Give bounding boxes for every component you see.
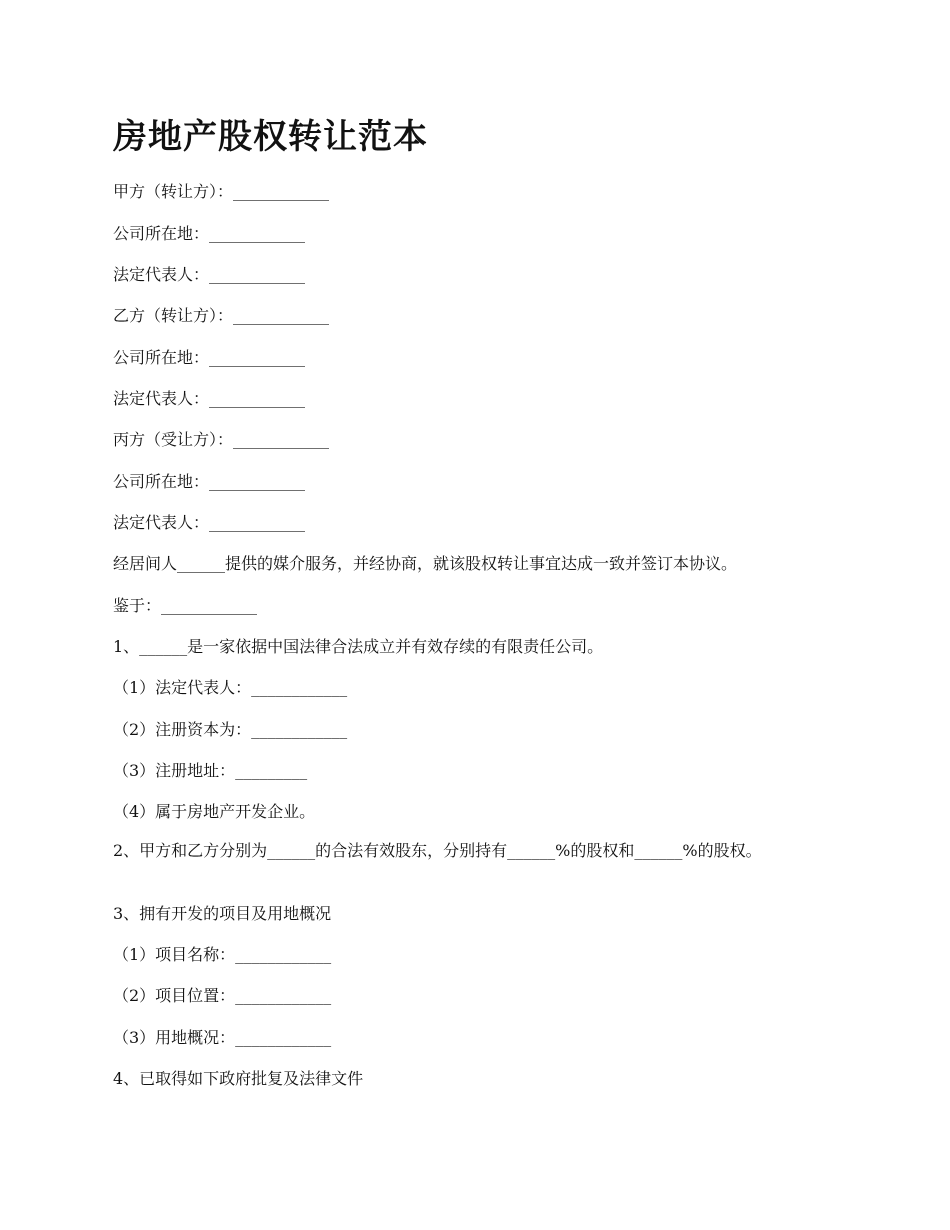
party-c-line: 丙方（受让方）：____________ <box>113 430 330 449</box>
document-title: 房地产股权转让范本 <box>113 117 428 157</box>
clause-3-item-3-line: （3）用地概况：____________ <box>113 1028 332 1047</box>
party-c-address-line: 公司所在地：____________ <box>113 472 306 491</box>
clause-1-item-3-line: （3）注册地址：_________ <box>113 761 308 780</box>
whereas-line: 鉴于：____________ <box>113 596 258 615</box>
party-b-representative-line: 法定代表人：____________ <box>113 389 306 408</box>
clause-1-line: 1、______是一家依据中国法律合法成立并有效存续的有限责任公司。 <box>113 637 604 656</box>
clause-1-item-1-line: （1）法定代表人：____________ <box>113 678 348 697</box>
clause-3-item-1-line: （1）项目名称：____________ <box>113 945 332 964</box>
party-a-line: 甲方（转让方）：____________ <box>113 182 330 201</box>
party-a-representative-line: 法定代表人：____________ <box>113 265 306 284</box>
intermediary-paragraph: 经居间人______提供的媒介服务，并经协商，就该股权转让事宜达成一致并签订本协议。 <box>113 554 738 573</box>
party-b-line: 乙方（转让方）：____________ <box>113 306 330 325</box>
party-a-address-line: 公司所在地：____________ <box>113 224 306 243</box>
clause-3-line: 3、拥有开发的项目及用地概况 <box>113 904 332 923</box>
party-c-representative-line: 法定代表人：____________ <box>113 513 306 532</box>
clause-4-line: 4、已取得如下政府批复及法律文件 <box>113 1069 364 1088</box>
clause-2-paragraph: 2、甲方和乙方分别为______的合法有效股东，分别持有______%的股权和______%的股权。 <box>113 841 762 860</box>
clause-1-item-4-line: （4）属于房地产开发企业。 <box>113 802 316 821</box>
clause-3-item-2-line: （2）项目位置：____________ <box>113 986 332 1005</box>
party-b-address-line: 公司所在地：____________ <box>113 348 306 367</box>
clause-1-item-2-line: （2）注册资本为：____________ <box>113 720 348 739</box>
